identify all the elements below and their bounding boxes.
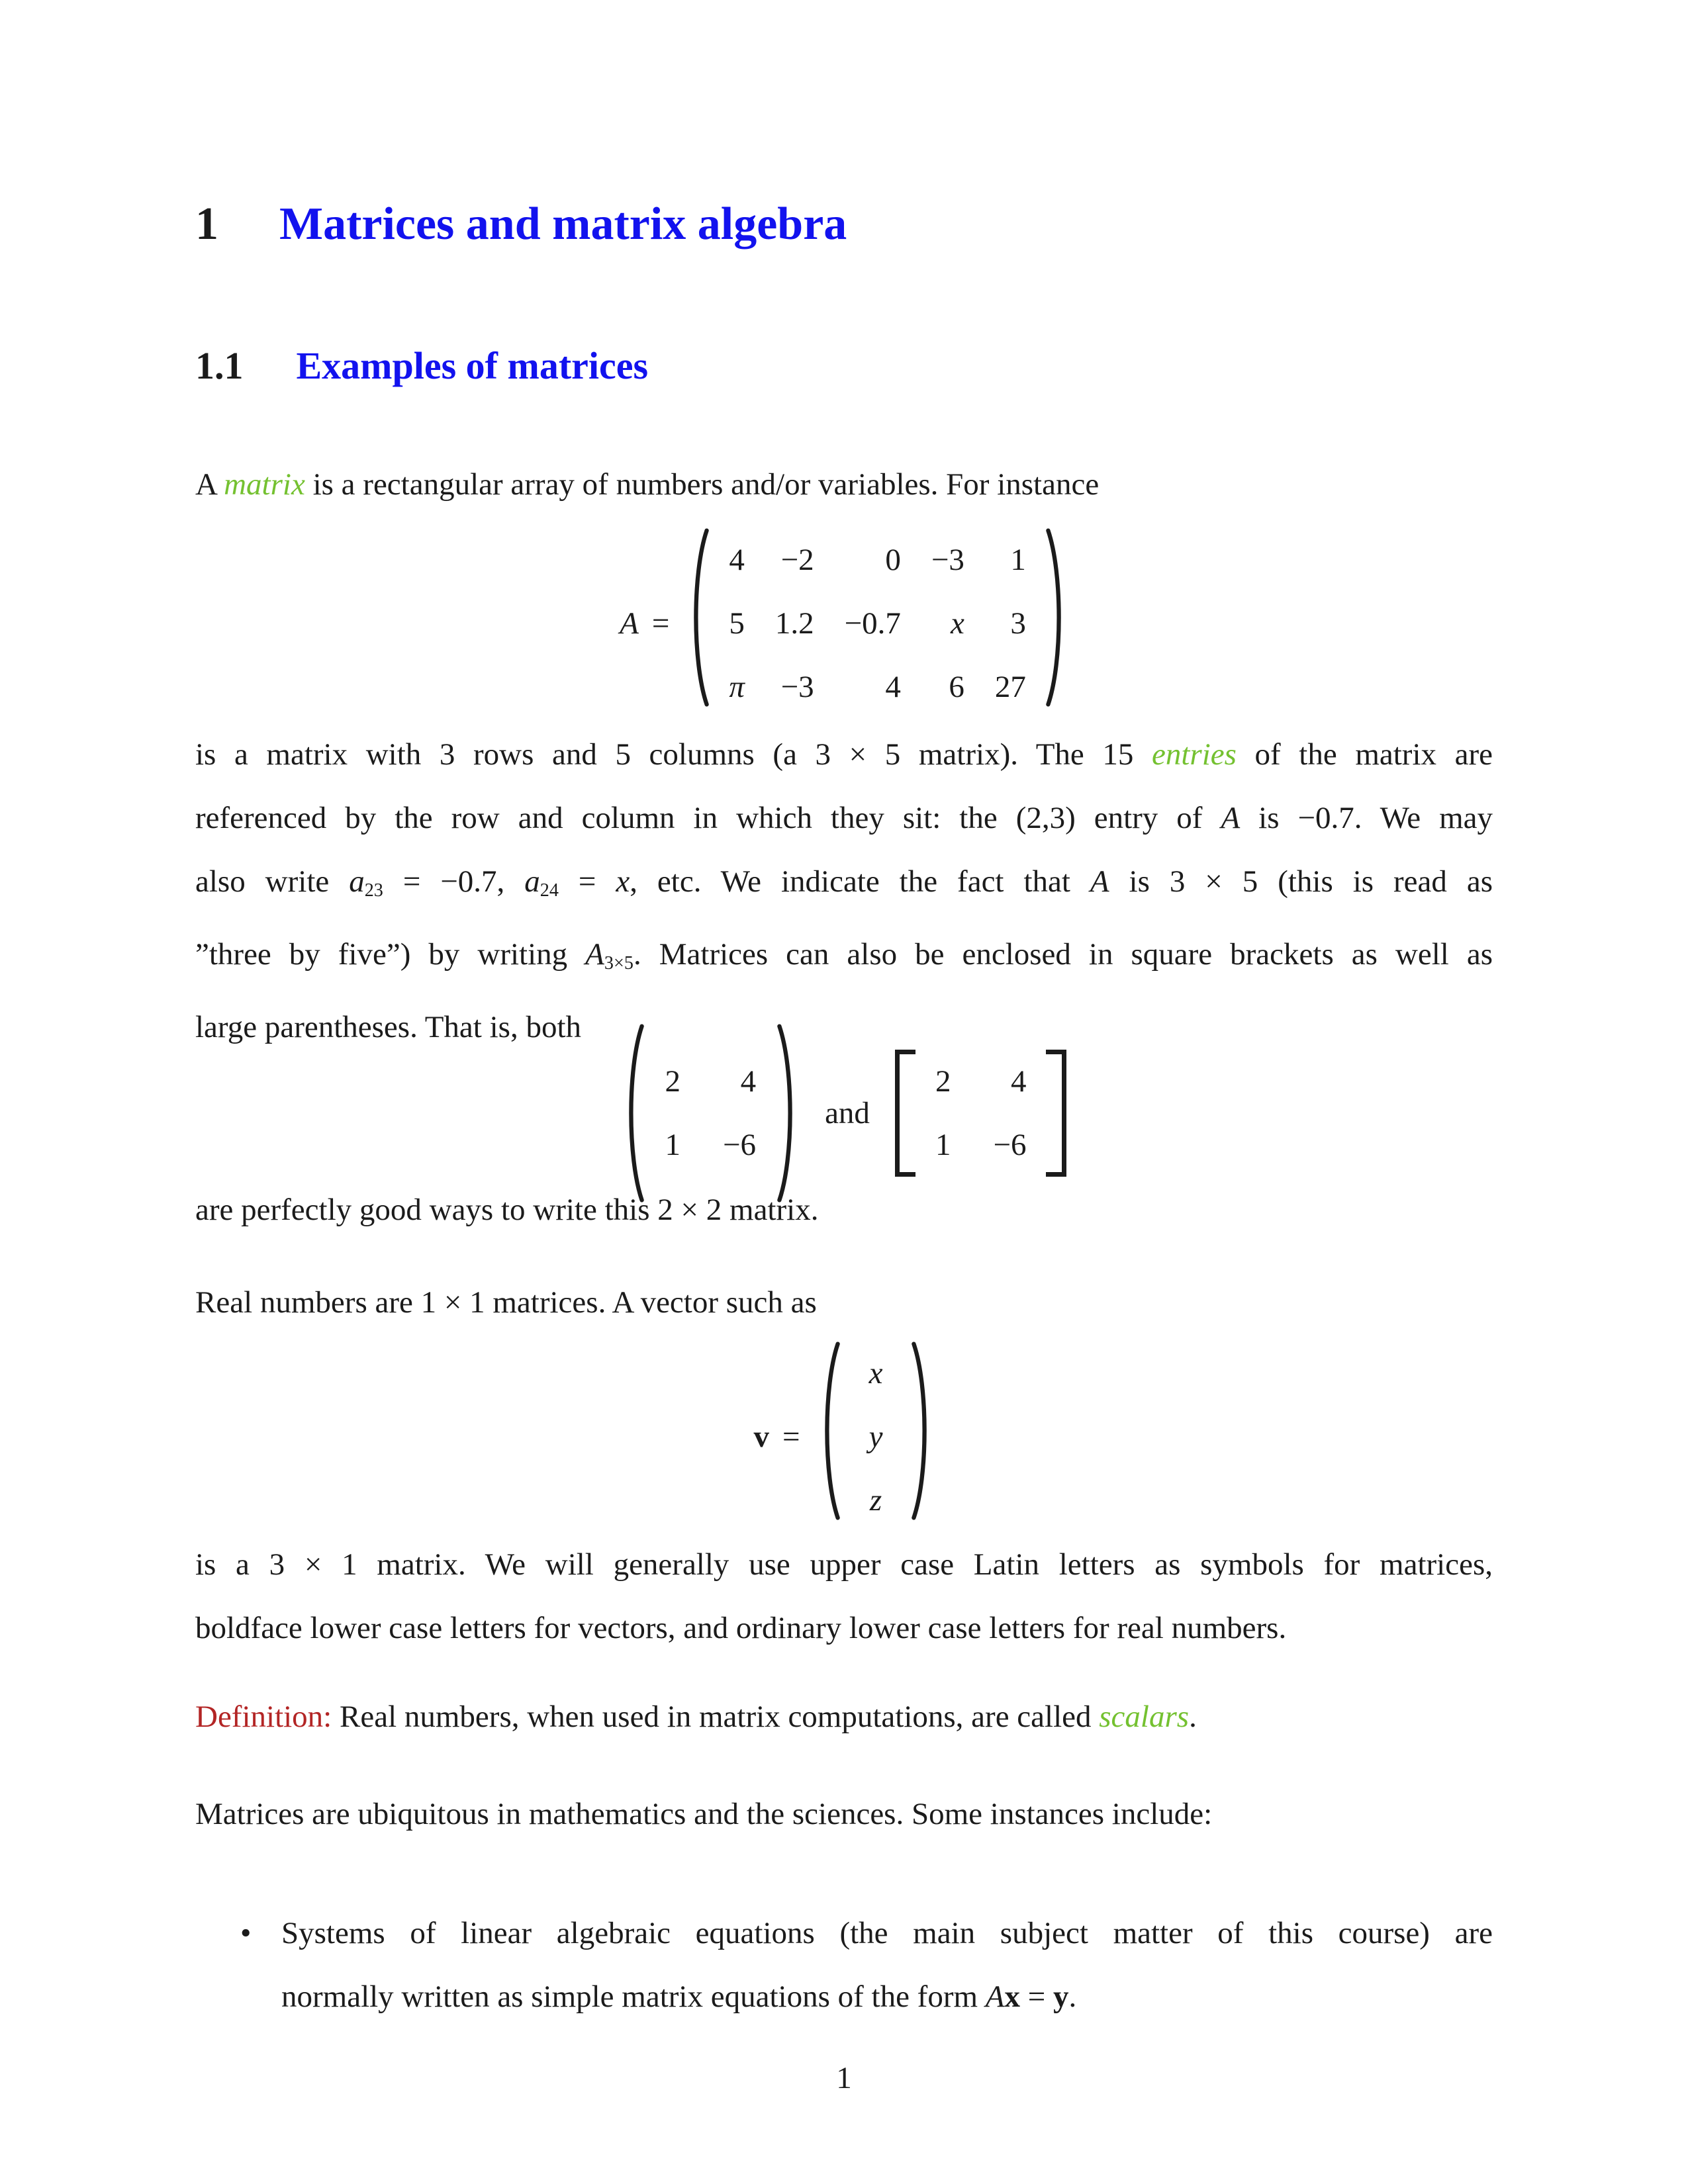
matrix-cells: [710, 528, 1045, 719]
math-var: A: [985, 1979, 1005, 2014]
connector-word: and: [825, 1095, 870, 1130]
matrix-cell: −3: [931, 543, 964, 577]
paren-left-icon: [622, 1024, 645, 1203]
text-line: [195, 923, 1493, 995]
equation-lhs: [620, 606, 669, 641]
text-run: large parentheses. That is, both: [195, 1009, 582, 1044]
matrix-cell: π: [729, 670, 745, 704]
matrix-cell: 2: [665, 1064, 681, 1099]
math-subscript: 23: [364, 880, 383, 901]
math-bold-var: v: [753, 1419, 770, 1454]
paren-left-icon: [686, 528, 710, 707]
math-var: A: [620, 606, 639, 641]
text-run: A: [195, 467, 224, 502]
matrix-cell: 5: [729, 606, 745, 641]
matrix-2x2-brackets: [895, 1050, 1067, 1177]
text-run: .: [1189, 1699, 1197, 1734]
paragraph-good-ways: [195, 1178, 1493, 1242]
text-run: Systems of linear algebraic equations (the main subject matter of this course) are: [281, 1915, 1493, 1950]
text-line: [195, 723, 1493, 786]
matrix-cell: −3: [780, 670, 814, 704]
matrix-cells: [645, 1024, 776, 1203]
section-title: Matrices and matrix algebra: [279, 199, 847, 250]
matrix-cell: 2: [935, 1064, 951, 1099]
math-var: A: [585, 936, 604, 972]
text-run: also write: [195, 864, 350, 899]
section-number: 1: [195, 199, 218, 250]
matrix-cell: 3: [1010, 606, 1026, 641]
text-run: .: [1068, 1979, 1077, 2014]
bullet-item-text: [281, 1901, 1493, 2028]
matrix-cell: 6: [949, 670, 964, 704]
text-run: is 3 × 5 (this is read as: [1109, 864, 1493, 899]
highlight-term: entries: [1152, 737, 1237, 772]
paragraph-real-numbers: [195, 1271, 1493, 1334]
subsection-heading: [195, 346, 1493, 386]
text-run: normally written as simple matrix equations of the form: [281, 1979, 986, 2014]
vector-cell: z: [869, 1482, 882, 1518]
math-var: A: [1221, 801, 1241, 835]
matrix-cell: −2: [780, 543, 814, 577]
text-run: =: [558, 864, 616, 899]
math-var: A: [1090, 864, 1109, 899]
matrix-2x2-parens: [622, 1024, 800, 1203]
matrix-cell: 1: [665, 1127, 681, 1162]
math-bold-var: x: [1004, 1979, 1021, 2014]
matrix-cell: x: [951, 606, 964, 641]
vector-3x1: [818, 1342, 935, 1532]
math-var: a: [349, 864, 365, 899]
text-run: Matrices are ubiquitous in mathematics and the sciences. Some instances include:: [195, 1796, 1213, 1831]
math-var: a: [524, 864, 540, 899]
equation-2x2-pair: [195, 1048, 1493, 1178]
math-subscript: 24: [539, 880, 559, 901]
matrix-cell: −6: [723, 1127, 757, 1162]
text-run: Real numbers, when used in matrix computations, are called: [332, 1699, 1100, 1734]
text-run: =: [1020, 1979, 1054, 2014]
text-run: boldface lower case letters for vectors, and ordinary lower case letters for real numbers.: [195, 1610, 1287, 1645]
page-number: 1: [836, 2060, 852, 2095]
paren-right-icon: [910, 1342, 934, 1520]
paragraph-intro: [195, 453, 1493, 516]
text-run: is a 3 × 1 matrix. We will generally use upper case Latin letters as symbols for matrices,: [195, 1547, 1493, 1582]
highlight-term: scalars: [1099, 1699, 1190, 1734]
text-line: [281, 1901, 1493, 1965]
bullet-item: [195, 1901, 1493, 2028]
equation-vector-v: [195, 1341, 1493, 1533]
matrix-cell: 27: [994, 670, 1026, 704]
text-line: [195, 786, 1493, 850]
section-heading: [195, 201, 1493, 248]
text-run: Real numbers are 1 × 1 matrices. A vector such as: [195, 1285, 817, 1320]
highlight-term: matrix: [224, 467, 305, 502]
text-line: [195, 850, 1493, 923]
subsection-number: 1.1: [195, 344, 244, 387]
bracket-left-icon: [895, 1050, 915, 1177]
matrix-cell: −0.7: [844, 606, 901, 641]
paragraph-ubiquitous: [195, 1782, 1493, 1846]
matrix-cell: 0: [885, 543, 901, 577]
matrix-cell: 4: [740, 1064, 757, 1099]
equals-sign: =: [651, 606, 670, 641]
equals-sign: =: [782, 1419, 800, 1454]
text-run: is a matrix with 3 rows and 5 columns (a 3 × 5 matrix). The 15: [195, 737, 1152, 772]
matrix-cell: 1.2: [774, 606, 814, 641]
matrix-cell: −6: [993, 1127, 1027, 1162]
matrix-cell: 1: [935, 1127, 951, 1162]
text-run: = −0.7,: [383, 864, 525, 899]
math-subscript: 3×5: [604, 952, 633, 974]
text-run: are perfectly good ways to write this 2 × 2 matrix.: [195, 1192, 819, 1227]
subsection-title: Examples of matrices: [296, 344, 649, 387]
text-line: [195, 453, 1493, 516]
text-line: [195, 1685, 1493, 1749]
text-line: [195, 1782, 1493, 1846]
text-line: [281, 1965, 1493, 2028]
text-run: referenced by the row and column in which they sit: the (2,3) entry of: [195, 801, 1221, 835]
matrix-cell: 1: [1010, 543, 1026, 577]
equation-lhs: [754, 1419, 800, 1455]
text-line: [195, 1178, 1493, 1242]
paragraph-after-vector: [195, 1533, 1493, 1660]
math-var: x: [616, 864, 630, 899]
text-run: , etc. We indicate the fact that: [630, 864, 1090, 899]
matrix-cells: [915, 1050, 1047, 1177]
text-line: [195, 1271, 1493, 1334]
paren-right-icon: [776, 1024, 800, 1203]
vector-cells: [841, 1342, 911, 1532]
definition-label: Definition:: [195, 1699, 332, 1734]
text-run: is a rectangular array of numbers and/or variables. For instance: [305, 467, 1100, 502]
paragraph-after-matrix-a: [195, 723, 1493, 1059]
text-run: is −0.7. We may: [1240, 801, 1493, 835]
equation-matrix-a: [195, 524, 1493, 723]
text-line: [195, 1596, 1493, 1660]
paragraph-definition: [195, 1685, 1493, 1749]
text-run: of the matrix are: [1236, 737, 1493, 772]
text-run: . Matrices can also be enclosed in square brackets as well as: [633, 936, 1493, 972]
bracket-right-icon: [1046, 1050, 1066, 1177]
vector-cell: x: [868, 1355, 883, 1390]
text-line: [195, 1533, 1493, 1596]
math-bold-var: y: [1053, 1979, 1069, 2014]
text-run: ”three by five”) by writing: [195, 936, 586, 972]
matrix-cell: 4: [1010, 1064, 1027, 1099]
matrix-cell: 4: [885, 670, 901, 704]
matrix-cell: 4: [729, 543, 745, 577]
matrix-3x5: [686, 528, 1068, 719]
bullet-marker-icon: •: [240, 1915, 252, 1950]
paren-left-icon: [818, 1342, 841, 1520]
paren-right-icon: [1045, 528, 1068, 707]
vector-cell: y: [868, 1419, 883, 1454]
